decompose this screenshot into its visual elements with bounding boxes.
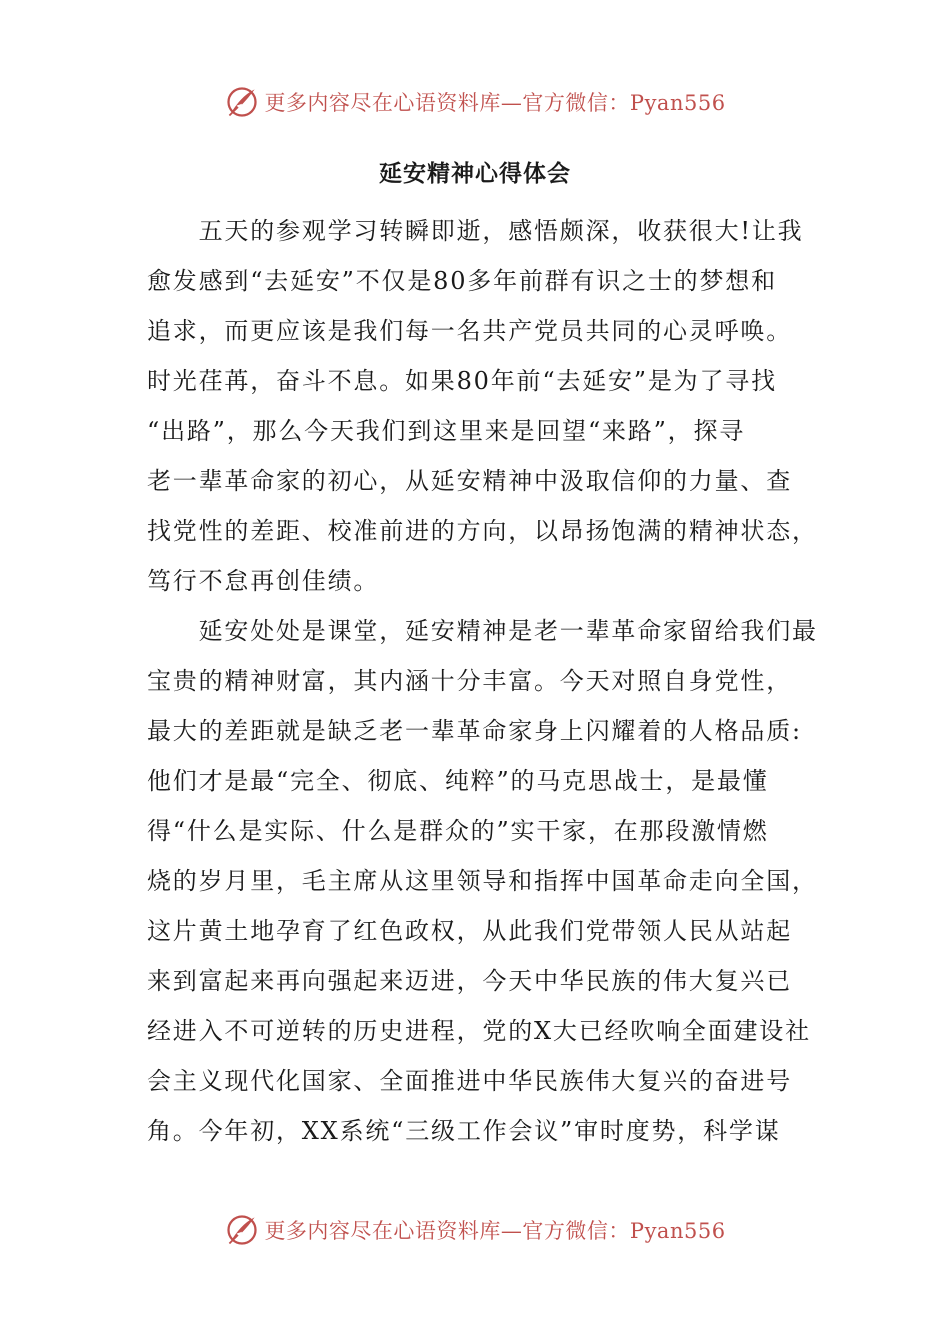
text-line: 愈发感到“去延安”不仅是80多年前群有识之士的梦想和 <box>147 267 777 295</box>
text-line: 这片黄土地孕育了红色政权，从此我们党带领人民从站起 <box>147 917 792 945</box>
text-line: 他们才是最“完全、彻底、纯粹”的马克思战士，是最懂 <box>147 767 769 795</box>
quill-logo-icon <box>224 1212 260 1248</box>
text-line: 会主义现代化国家、全面推进中华民族伟大复兴的奋进号 <box>147 1067 792 1095</box>
text-line: 得“什么是实际、什么是群众的”实干家，在那段激情燃 <box>147 817 769 845</box>
paragraph-2 <box>147 606 818 1156</box>
header-banner-text: 更多内容尽在心语资料库—官方微信：Pyan556 <box>264 91 726 115</box>
text-line: 最大的差距就是缺乏老一辈革命家身上闪耀着的人格品质: <box>147 717 802 745</box>
text-line: 追求，而更应该是我们每一名共产党员共同的心灵呼唤。 <box>147 317 792 345</box>
paragraph-1 <box>147 206 818 606</box>
text-line: 宝贵的精神财富，其内涵十分丰富。今天对照自身党性， <box>147 667 792 695</box>
text-line: 来到富起来再向强起来迈进，今天中华民族的伟大复兴已 <box>147 967 792 995</box>
quill-logo-icon <box>224 84 260 120</box>
text-line: “出路”，那么今天我们到这里来是回望“来路”，探寻 <box>147 417 746 445</box>
text-line: 时光荏苒，奋斗不息。如果80年前“去延安”是为了寻找 <box>147 367 777 395</box>
document-title: 延安精神心得体会 <box>379 160 571 187</box>
header-banner <box>0 82 950 122</box>
text-line: 延安处处是课堂，延安精神是老一辈革命家留给我们最 <box>147 617 818 645</box>
text-line: 找党性的差距、校准前进的方向，以昂扬饱满的精神状态， <box>147 517 818 545</box>
footer-banner <box>0 1210 950 1250</box>
text-line: 角。今年初，XX系统“三级工作会议”审时度势，科学谋 <box>147 1117 781 1145</box>
text-line: 笃行不怠再创佳绩。 <box>147 567 380 595</box>
text-line: 五天的参观学习转瞬即逝，感悟颇深，收获很大!让我 <box>147 217 804 245</box>
text-line: 烧的岁月里，毛主席从这里领导和指挥中国革命走向全国， <box>147 867 818 895</box>
document-body <box>147 206 818 1156</box>
text-line: 经进入不可逆转的历史进程，党的X大已经吹响全面建设社 <box>147 1017 811 1045</box>
text-line: 老一辈革命家的初心，从延安精神中汲取信仰的力量、查 <box>147 467 792 495</box>
footer-banner-text: 更多内容尽在心语资料库—官方微信：Pyan556 <box>264 1219 726 1243</box>
